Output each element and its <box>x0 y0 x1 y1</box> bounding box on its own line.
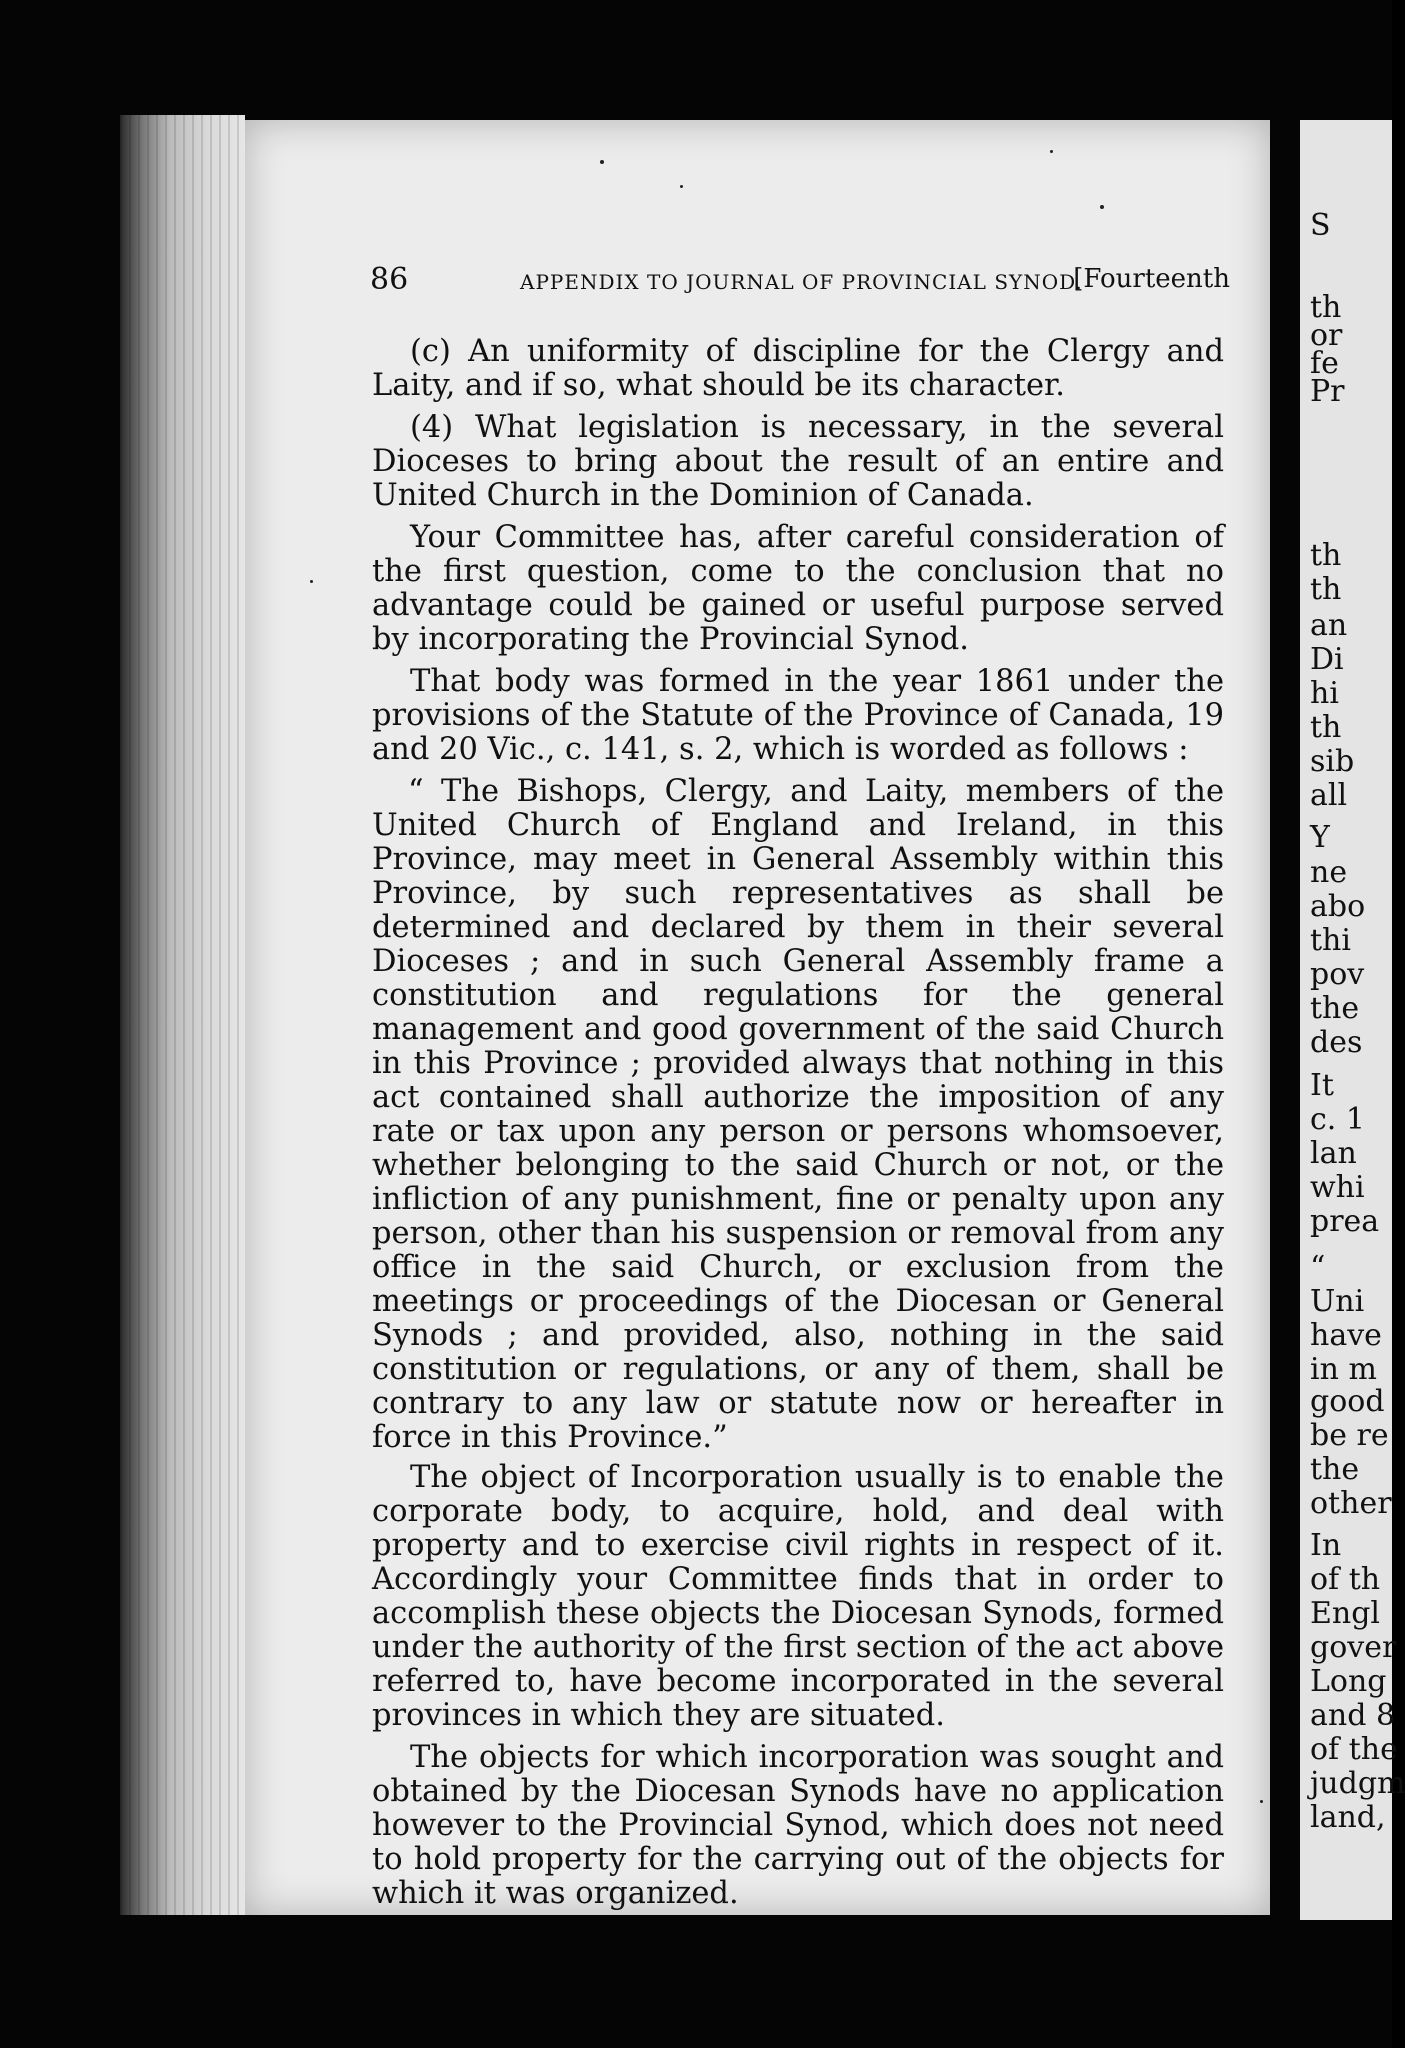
next-page-fragment: Pr <box>1310 374 1345 409</box>
next-page-fragment: hi <box>1310 676 1339 711</box>
next-page-fragment: th <box>1310 290 1342 325</box>
next-page-fragment: the <box>1310 991 1360 1026</box>
next-page-fragment: or <box>1310 318 1343 353</box>
paragraph-committee-conclusion: Your Committee has, after careful consideration of the first question, come to the conclusion that no advantage could be gained or useful purpose served by incorporating the Provincial Synod. <box>372 520 1224 657</box>
next-page-fragment: in m <box>1310 1352 1377 1387</box>
paragraph-clause-4: (4) What legislation is necessary, in the several Dioceses to bring about the result of an entire and United Church in the Dominion of Canada. <box>372 410 1224 513</box>
next-page-fragment: abo <box>1310 889 1366 924</box>
film-speck <box>1100 205 1104 209</box>
paragraph-clause-c: (c) An uniformity of discipline for the Clergy and Laity, and if so, what should be its character. <box>372 334 1224 403</box>
next-page-fragment: judgm <box>1310 1766 1405 1801</box>
next-page-fragment: fe <box>1310 346 1339 381</box>
book-gutter <box>120 115 245 1915</box>
next-page-fragment: other <box>1310 1486 1392 1521</box>
paragraph-formation: That body was formed in the year 1861 under the provisions of the Statute of the Province of Canada, 19 and 20 Vic., c. 141, s. 2, which is worded as follows : <box>372 664 1224 767</box>
next-page-fragment: of the <box>1310 1732 1398 1767</box>
next-page-fragment: of th <box>1310 1562 1381 1597</box>
next-page-fragment: In <box>1310 1528 1342 1563</box>
next-page-fragment: pov <box>1310 957 1365 992</box>
page-number: 86 <box>370 262 409 297</box>
next-page-fragment: th <box>1310 538 1342 573</box>
next-page-fragment: whi <box>1310 1170 1365 1205</box>
next-page-fragment: th <box>1310 710 1342 745</box>
next-page-fragment: an <box>1310 608 1348 643</box>
next-page-fragment: land, <box>1310 1800 1386 1835</box>
statute-quotation: “ The Bishops, Clergy, and Laity, members of the United Church of England and Ireland, in this Province, may meet in General Assembly within this Province, by such representatives as shall be determined and declared by them in their several Dioceses ; and in such General Assembly frame a constitution and regulations for the general management and good government of the said Church in this Province ; provided always that nothing in this act contained shall authorize the imposition of any rate or tax upon any person or persons whomsoever, whether belonging to the said Church or not, or the infliction of any punishment, fine or penalty upon any person, other than his suspension or removal from any office in the said Church, or exclusion from the meetings or proceedings of the Diocesan or General Synods ; and provided, also, nothing in the said constitution or regulations, or any of them, shall be contrary to any law or statute now or hereafter in force in this Province.” <box>372 774 1224 1455</box>
next-page-fragment: des <box>1310 1025 1363 1060</box>
film-speck <box>600 160 604 164</box>
next-page-fragment: and 8 <box>1310 1698 1396 1733</box>
next-page-fragment: ne <box>1310 855 1348 890</box>
next-page-fragment: sib <box>1310 744 1355 779</box>
next-page-fragment: the <box>1310 1452 1360 1487</box>
film-speck <box>310 580 313 583</box>
next-page-fragment: Di <box>1310 642 1344 677</box>
next-page-fragment: Engl <box>1310 1596 1381 1631</box>
next-page-fragment: prea <box>1310 1204 1380 1239</box>
running-head-right: [Fourteenth <box>1073 264 1230 294</box>
next-page-fragment: gover <box>1310 1630 1397 1665</box>
paragraph-incorporation-object: The object of Incorporation usually is to enable the corporate body, to acquire, hold, and deal with property and to exercise civil rights in respect of it. Accordingly your Committee finds that in order to accomplish these objects the Diocesan Synods, formed under the authority of the first section of the act above referred to, have become incorporated in the several provinces in which they are situated. <box>372 1460 1224 1733</box>
film-speck <box>1260 1800 1263 1803</box>
next-page-fragment: Y <box>1310 820 1330 855</box>
next-page-fragment: thi <box>1310 923 1351 958</box>
next-page-fragment: th <box>1310 572 1342 607</box>
next-page-fragment: be re <box>1310 1418 1389 1453</box>
next-page-fragment: have <box>1310 1318 1382 1353</box>
body-text <box>372 335 1224 1919</box>
next-page-fragment: all <box>1310 778 1348 813</box>
film-speck <box>1050 150 1053 153</box>
next-page-fragment: lan <box>1310 1136 1357 1171</box>
running-head <box>370 262 1230 302</box>
next-page-fragment: It <box>1310 1068 1334 1103</box>
next-page-fragment: S <box>1310 208 1331 243</box>
next-page-fragment: Long <box>1310 1664 1387 1699</box>
next-page-fragment: Uni <box>1310 1284 1365 1319</box>
running-title: APPENDIX TO JOURNAL OF PROVINCIAL SYNOD. <box>520 270 1083 294</box>
next-page-fragment: “ <box>1310 1250 1326 1285</box>
film-speck <box>680 185 683 188</box>
next-page-edge <box>1300 120 1405 1920</box>
paragraph-incorporation-application: The objects for which incorporation was sought and obtained by the Diocesan Synods have no application however to the Provincial Synod, which does not need to hold property for the carrying out of the objects for which it was organized. <box>372 1740 1224 1911</box>
next-page-fragment: c. 1 <box>1310 1102 1365 1137</box>
next-page-fragment: good <box>1310 1384 1385 1419</box>
